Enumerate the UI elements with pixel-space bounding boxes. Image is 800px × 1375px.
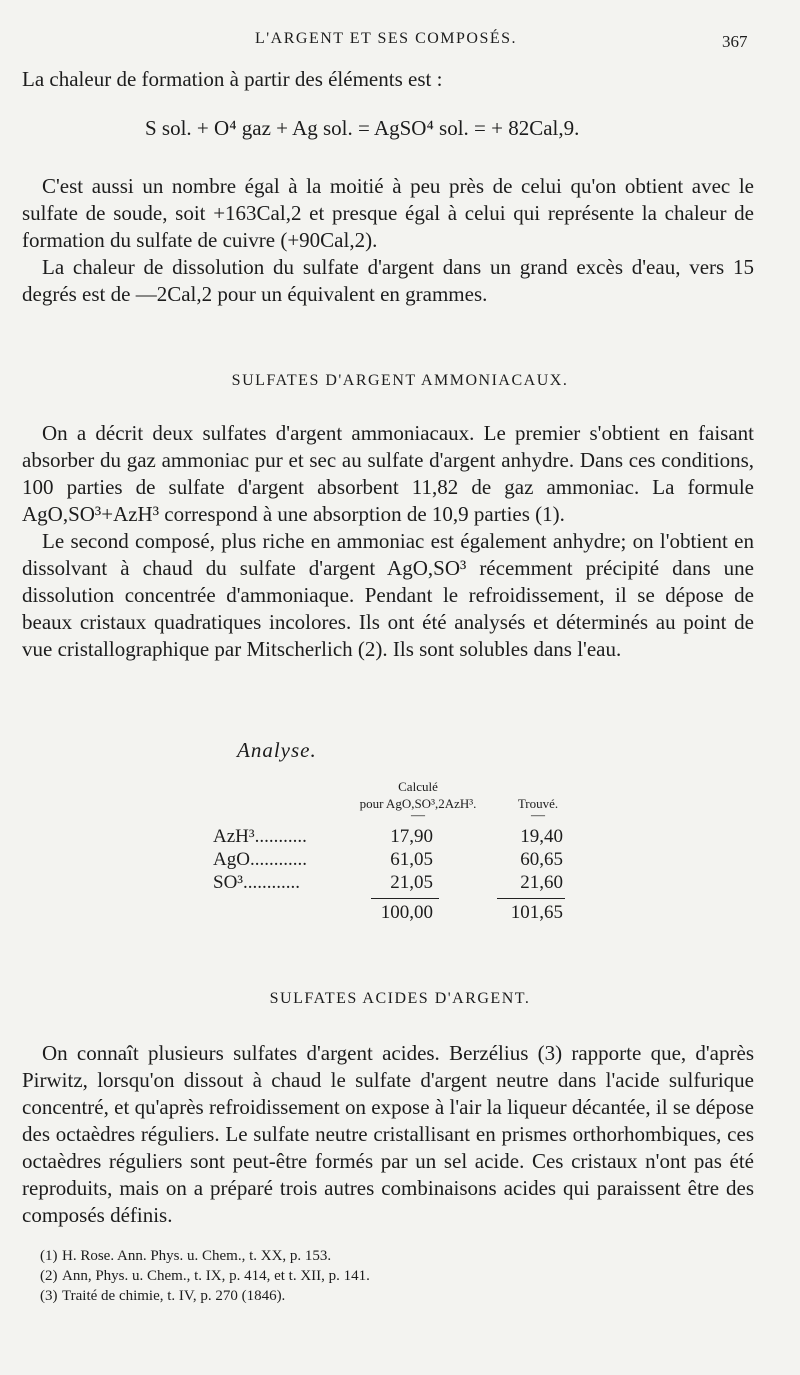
paragraph: Le second composé, plus riche en ammoniac est également anhydre; on l'obtient en dissolvant à chaud du sulfate d'argent AgO,SO³ récemment précipité dans une dissolution concentrée d'ammoniaque. Pendant le refroidissement, il se dépose de beaux cristaux quadratiques incolores. Ils ont été analysés et déterminés au point de vue cristallographique par Mitscherlich (2). Ils sont solubles dans l'eau. [22,529,754,661]
table-total-row [213,902,573,926]
paragraph: C'est aussi un nombre égal à la moitié à peu près de celui qu'on obtient avec le sulfate de soude, soit +163Cal,2 et presque égal à celui qui représente la chaleur de formation du sulfate de cuivre (+90Cal,2). [22,174,754,252]
running-title: L'ARGENT ET SES COMPOSÉS. [255,30,518,47]
footnote-mark: (2) [40,1268,58,1284]
calc-total: 100,00 [380,902,433,923]
paragraphs-block-3 [22,1040,754,1229]
sum-rule [497,898,565,899]
intro-block [22,66,754,93]
page-number: 367 [722,32,748,51]
section-heading-ammoniacaux: SULFATES D'ARGENT AMMONIACAUX. [231,372,569,389]
page-header [0,30,800,54]
header-dash: — [411,808,425,823]
row-label: SO³............ [213,872,300,893]
found-value: 21,60 [520,872,563,893]
footnote [40,1246,370,1266]
footnote-mark: (1) [40,1248,58,1264]
paragraphs-block-2 [22,420,754,663]
calc-value: 17,90 [390,826,433,847]
table-row [213,849,573,873]
table-row [213,872,573,896]
footnote-text: H. Rose. Ann. Phys. u. Chem., t. XX, p. 153. [62,1248,332,1264]
found-value: 19,40 [520,826,563,847]
found-value: 60,65 [520,849,563,870]
column-header-line: pour AgO,SO³,2AzH³. [359,796,477,811]
calc-value: 21,05 [390,872,433,893]
calc-value: 61,05 [390,849,433,870]
paragraph: On connaît plusieurs sulfates d'argent acides. Berzélius (3) rapporte que, d'après Pirwitz, lorsqu'on dissout à chaud le sulfate d'argent neutre dans l'acide sulfurique concentré, et qu'après refroidissement on expose à l'air la liqueur décantée, il se dépose des octaèdres réguliers. Le sulfate neutre cristallisant en prismes orthorhombiques, ces octaèdres réguliers sont peut-être formés par un sel acide. Ces cristaux n'ont pas été reproduits, mais on a préparé trois autres combinaisons acides qui paraissent être des composés définis. [22,1041,754,1227]
table-row [213,826,573,850]
column-header-line: Calculé [398,779,438,794]
header-dash: — [531,808,545,823]
analyse-title: Analyse. [237,738,317,762]
footnote [40,1266,370,1286]
paragraph: On a décrit deux sulfates d'argent ammoniacaux. Le premier s'obtient en faisant absorber du gaz ammoniac pur et sec au sulfate d'argent anhydre. Dans ces conditions, 100 parties de sulfate d'argent absorbent 11,82 de gaz ammoniac. La formule AgO,SO³+AzH³ correspond à une absorption de 10,9 parties (1). [22,421,754,526]
footnote [40,1286,370,1306]
row-label: AgO............ [213,849,307,870]
column-header-trouve: Trouvé. [517,796,559,811]
formation-formula: S sol. + O⁴ gaz + Ag sol. = AgSO⁴ sol. = + 82Cal,9. [145,116,580,140]
column-header-calcule [343,778,493,812]
footnote-text: Traité de chimie, t. IV, p. 270 (1846). [62,1288,286,1304]
footnotes [40,1246,370,1306]
paragraphs-block-1 [22,173,754,308]
footnote-text: Ann, Phys. u. Chem., t. IX, p. 414, et t. XII, p. 141. [62,1268,370,1284]
paragraph: La chaleur de dissolution du sulfate d'argent dans un grand excès d'eau, vers 15 degrés est de —2Cal,2 pour un équivalent en grammes. [22,255,754,306]
found-total: 101,65 [510,902,563,923]
intro-line: La chaleur de formation à partir des éléments est : [22,67,443,91]
row-label: AzH³........... [213,826,307,847]
sum-rule [371,898,439,899]
footnote-mark: (3) [40,1288,58,1304]
section-heading-acides: SULFATES ACIDES D'ARGENT. [269,990,531,1007]
